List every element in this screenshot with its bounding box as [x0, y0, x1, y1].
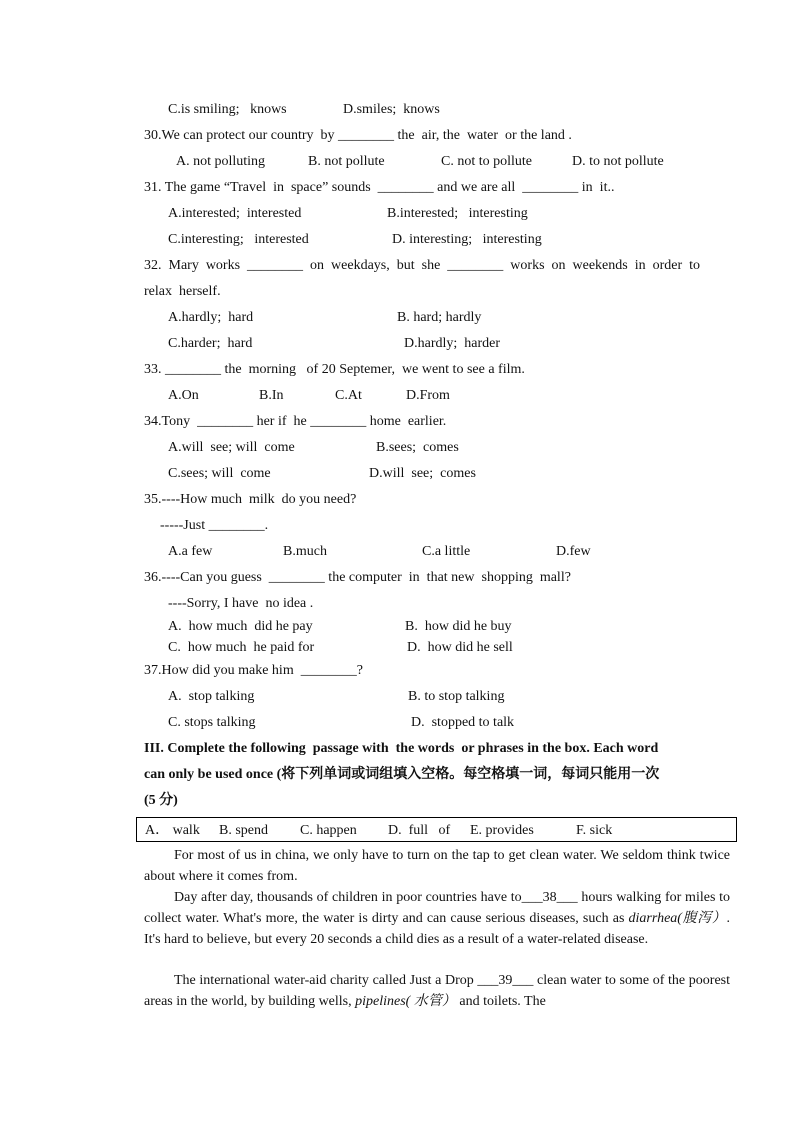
q37-option-b: B. to stop talking: [408, 689, 505, 704]
q32-option-c: C.harder; hard: [168, 336, 253, 351]
q31-option-d: D. interesting; interesting: [392, 232, 542, 247]
q35-option-d: D.few: [556, 544, 591, 559]
q34-option-c: C.sees; will come: [168, 466, 271, 481]
q34-option-d: D.will see; comes: [369, 466, 476, 481]
q34-stem: 34.Tony ________ her if he ________ home earlier.: [144, 414, 447, 429]
q35-option-c: C.a little: [422, 544, 471, 559]
q36-stem: 36.----Can you guess ________ the computer in that new shopping mall?: [144, 570, 571, 585]
q33-stem: 33. ________ the morning of 20 Septemer, we went to see a film.: [144, 362, 525, 377]
q35-reply: -----Just ________.: [160, 518, 269, 533]
passage-paragraph-2-term: diarrhea(腹泻）: [628, 910, 727, 926]
q34-option-a: A.will see; will come: [168, 440, 295, 455]
section-3-heading-line-1: III. Complete the following passage with the words or phrases in the box. Each word: [144, 741, 659, 756]
word-box-b: B. spend: [219, 823, 268, 838]
passage-paragraph-2: [144, 888, 730, 950]
passage-paragraph-3-text-a: The international water-aid charity called Just a Drop ___39___ clean water to some of the poorest areas in the world, by building wells,: [144, 973, 730, 1009]
q31-option-b: B.interested; interesting: [387, 206, 528, 221]
q32-option-a: A.hardly; hard: [168, 310, 254, 325]
q36-option-d: D. how did he sell: [407, 640, 513, 655]
q34-option-b: B.sees; comes: [376, 440, 459, 455]
passage-paragraph-2-text-a: Day after day, thousands of children in poor countries have to___38___ hours walking for miles to collect water. What's more, the water is dirty and can cause serious diseases, such as: [144, 890, 730, 926]
q30-option-d: D. to not pollute: [572, 154, 664, 169]
q37-stem: 37.How did you make him ________?: [144, 663, 363, 678]
q30-option-c: C. not to pollute: [441, 154, 532, 169]
section-3-heading-line-2: can only be used once (将下列单词或词组填入空格。每空格填一词，每词只能用一次: [144, 767, 660, 782]
q29-option-d: D.smiles; knows: [343, 102, 440, 117]
passage-paragraph-2-text-b: . It's hard to believe, but every 20 seconds a child dies as a result of a water-related disease.: [144, 910, 730, 947]
q33-option-a: A.On: [168, 388, 199, 403]
q35-option-b: B.much: [283, 544, 327, 559]
q36-reply: ----Sorry, I have no idea .: [168, 596, 314, 611]
q36-option-c: C. how much he paid for: [168, 640, 315, 655]
q36-option-b: B. how did he buy: [405, 619, 512, 634]
word-box-f: F. sick: [576, 823, 613, 838]
q35-stem: 35.----How much milk do you need?: [144, 492, 357, 507]
q35-option-a: A.a few: [168, 544, 213, 559]
q30-option-b: B. not pollute: [308, 154, 385, 169]
word-box-e: E. provides: [470, 823, 534, 838]
q31-stem: 31. The game “Travel in space” sounds ________ and we are all ________ in it..: [144, 180, 615, 195]
q32-stem: 32. Mary works ________ on weekdays, but she ________ works on weekends in order to: [144, 258, 701, 273]
section-3-heading-line-3: (5 分): [144, 793, 178, 808]
q33-option-c: C.At: [335, 388, 362, 403]
word-box-a: A． walk: [145, 823, 200, 838]
q29-option-c: C.is smiling; knows: [168, 102, 287, 117]
q37-option-d: D. stopped to talk: [411, 715, 515, 730]
word-box-d: D. full of: [388, 823, 451, 838]
passage-paragraph-3-text-b: and toilets. The: [455, 993, 546, 1009]
q31-option-a: A.interested; interested: [168, 206, 302, 221]
q32-option-d: D.hardly; harder: [404, 336, 501, 351]
word-box: [136, 817, 737, 842]
word-box-c: C. happen: [300, 823, 357, 838]
q32-stem-continued: relax herself.: [144, 284, 221, 299]
passage-paragraph-3-term: pipelines( 水管）: [355, 993, 456, 1009]
passage-paragraph-1: For most of us in china, we only have to turn on the tap to get clean water. We seldom think twice about where it comes from.: [144, 848, 730, 884]
q33-option-b: B.In: [259, 388, 284, 403]
q37-option-c: C. stops talking: [168, 715, 256, 730]
q32-option-b: B. hard; hardly: [397, 310, 482, 325]
q30-option-a: A. not polluting: [176, 154, 266, 169]
q36-option-a: A. how much did he pay: [168, 619, 313, 634]
q37-option-a: A. stop talking: [168, 689, 255, 704]
q31-option-c: C.interesting; interested: [168, 232, 309, 247]
q33-option-d: D.From: [406, 388, 450, 403]
passage-paragraph-3: [144, 971, 730, 1013]
q30-stem: 30.We can protect our country by ________ the air, the water or the land .: [144, 128, 572, 143]
